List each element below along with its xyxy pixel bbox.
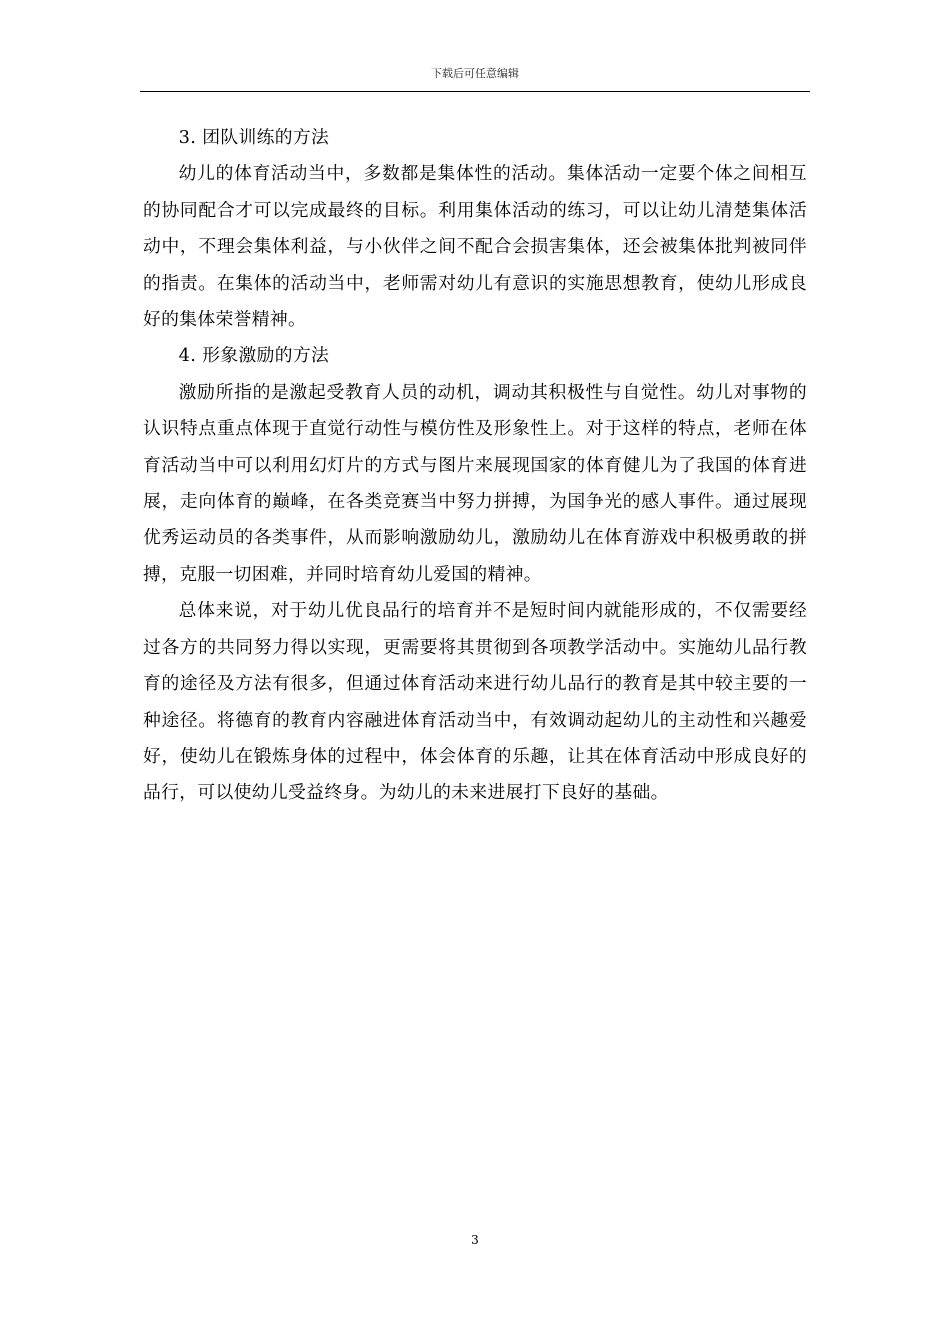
paragraph-conclusion: 总体来说，对于幼儿优良品行的培育并不是短时间内就能形成的，不仅需要经过各方的共同努力得以实现，更需要将其贯彻到各项教学活动中。实施幼儿品行教育的途径及方法有很多，但通过体育活动来进行幼儿品行的教育是其中较主要的一种途径。将德育的教育内容融进体育活动当中，有效调动起幼儿的主动性和兴趣爱好，使幼儿在锻炼身体的过程中，体会体育的乐趣，让其在体育活动中形成良好的品行，可以使幼儿受益终身。为幼儿的未来进展打下良好的基础。	[143, 600, 807, 804]
paragraph-image-motivation: 激励所指的是激起受教育人员的动机，调动其积极性与自觉性。幼儿对事物的认识特点重点体现于直觉行动性与模仿性及形象性上。对于这样的特点，老师在体育活动当中可以利用幻灯片的方式与图片来展现国家的体育健儿为了我国的体育进展，走向体育的巅峰，在各类竞赛当中努力拼搏，为国争光的感人事件。通过展现优秀运动员的各类事件，从而影响激励幼儿，激励幼儿在体育游戏中积极勇敢的拼搏，克服一切困难，并同时培育幼儿爱国的精神。	[143, 381, 807, 585]
section-heading-team-training: 3. 团队训练的方法	[178, 127, 330, 148]
section-heading-image-motivation: 4. 形象激励的方法	[178, 345, 330, 367]
paragraph-team-training: 幼儿的体育活动当中，多数都是集体性的活动。集体活动一定要个体之间相互的协同配合才可以完成最终的目标。利用集体活动的练习，可以让幼儿清楚集体活动中，不理会集体利益，与小伙伴之间不配合会损害集体，还会被集体批判被同伴的指责。在集体的活动当中，老师需对幼儿有意识的实施思想教育，使幼儿形成良好的集体荣誉精神。	[143, 163, 807, 331]
body-text	[143, 120, 807, 812]
header-divider	[140, 91, 810, 92]
page-header: 下载后可任意编辑	[431, 67, 519, 80]
page-number: 3	[471, 1233, 479, 1247]
